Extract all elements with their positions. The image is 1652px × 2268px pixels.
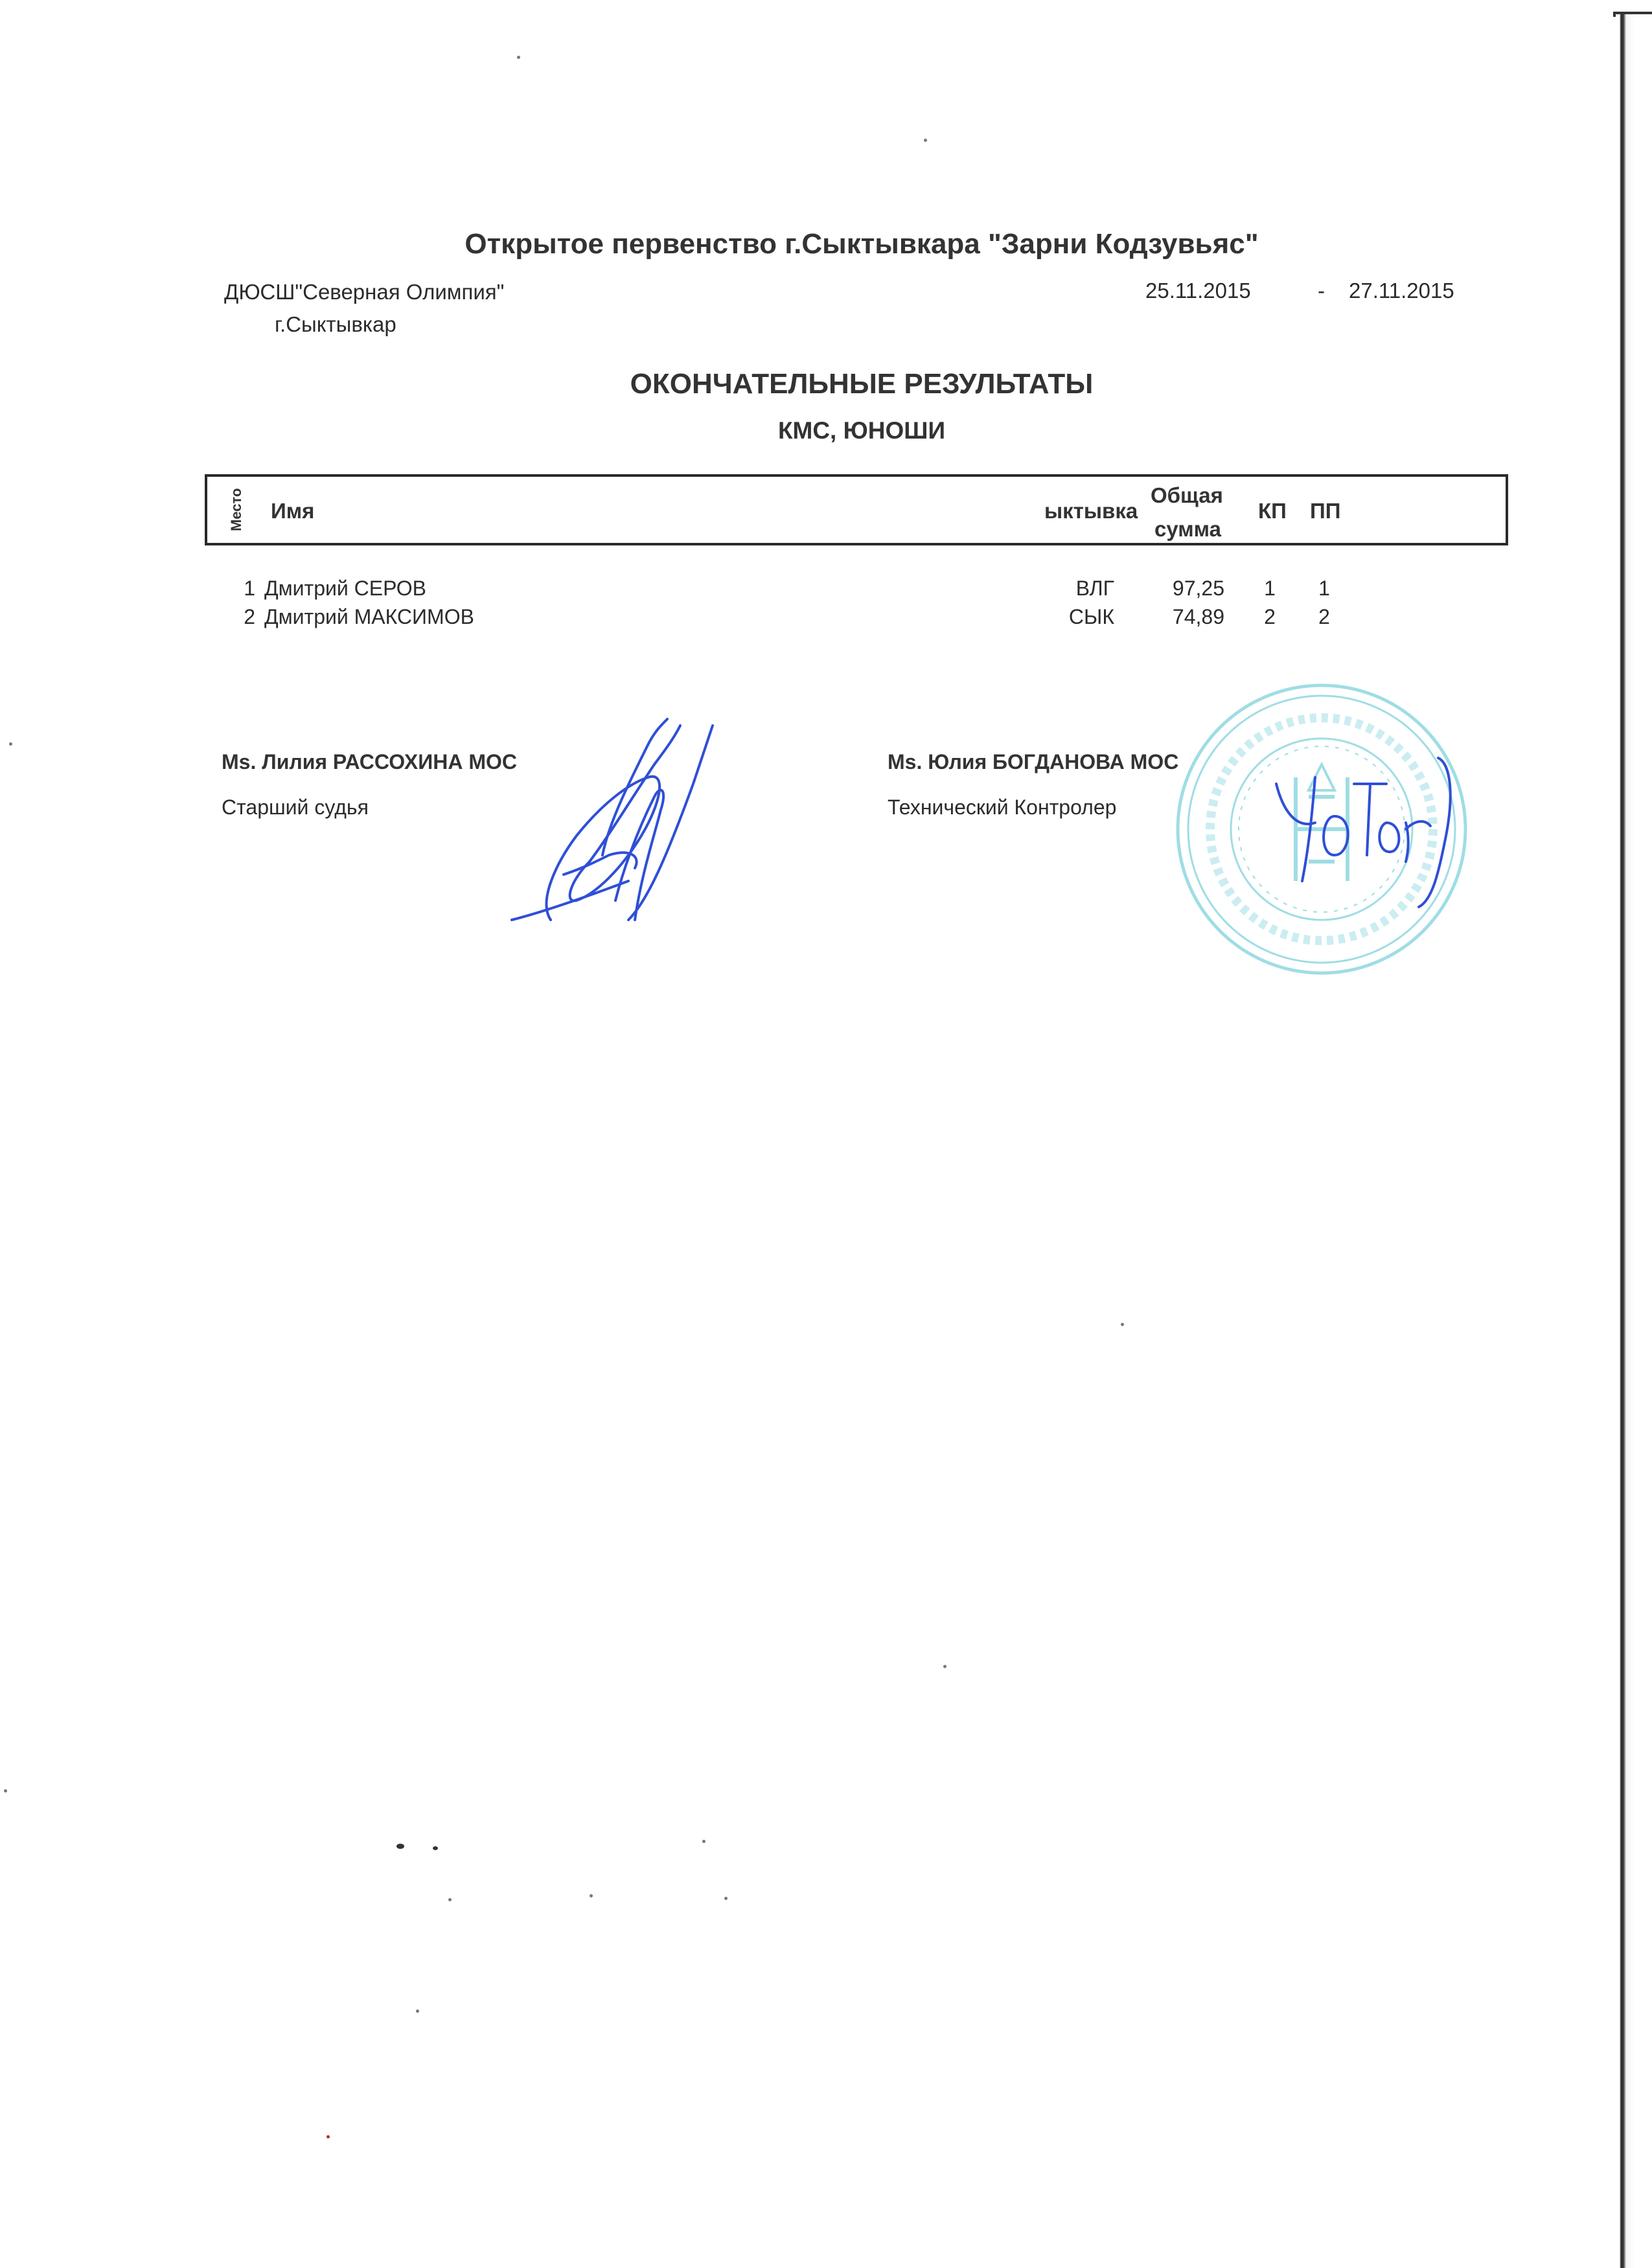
row-place: 2: [244, 605, 255, 628]
results-heading: ОКОНЧАТЕЛЬНЫЕ РЕЗУЛЬТАТЫ: [630, 368, 1094, 400]
header-pp: ПП: [1310, 499, 1341, 523]
technical-controller-name: Ms. Юлия БОГДАНОВА МОС: [888, 750, 1179, 773]
scan-speck: [4, 1789, 7, 1793]
page-title: Открытое первенство г.Сыктывкара "Зарни Кодзувьяс": [465, 228, 1259, 260]
row-kp: 2: [1264, 605, 1276, 628]
scan-speck: [924, 139, 927, 142]
scan-speck: [943, 1665, 946, 1668]
scan-speck: [702, 1840, 706, 1843]
table-header: [205, 474, 1508, 545]
table-row: [0, 605, 1652, 634]
date-start: 25.11.2015: [1145, 279, 1251, 303]
row-athlete-name: Дмитрий СЕРОВ: [264, 577, 426, 600]
scan-speck: [416, 2010, 419, 2013]
scan-speck: [724, 1897, 728, 1900]
header-city: ыктывка: [1044, 499, 1138, 523]
header-kp: КП: [1258, 499, 1287, 523]
date-end: 27.11.2015: [1349, 279, 1454, 303]
category-heading: КМС, ЮНОШИ: [777, 417, 946, 444]
header-total-line2: сумма: [1154, 517, 1222, 541]
row-pp: 1: [1318, 577, 1330, 600]
row-city: СЫК: [1068, 605, 1114, 628]
organizer-name: ДЮСШ"Северная Олимпия": [224, 280, 505, 304]
chief-judge-name: Ms. Лилия РАССОХИНА МОС: [222, 750, 517, 773]
row-athlete-name: Дмитрий МАКСИМОВ: [264, 605, 474, 628]
row-place: 1: [244, 577, 255, 600]
scan-speck: [396, 1844, 404, 1849]
row-city: ВЛГ: [1075, 577, 1114, 600]
row-kp: 1: [1264, 577, 1276, 600]
scan-edge-right: [1616, 14, 1652, 2268]
technical-controller-role: Технический Контролер: [888, 796, 1117, 819]
row-pp: 2: [1318, 605, 1330, 628]
table-row: [0, 577, 1652, 605]
chief-judge-role: Старший судья: [222, 796, 369, 819]
scan-speck: [433, 1846, 438, 1850]
header-name: Имя: [271, 499, 315, 523]
row-total: 74,89: [1172, 605, 1224, 628]
date-separator: -: [1318, 279, 1325, 303]
row-total: 97,25: [1172, 577, 1224, 600]
scan-speck: [9, 742, 12, 746]
scan-speck: [590, 1894, 593, 1897]
header-place: Место: [228, 488, 244, 531]
scan-speck: [448, 1898, 452, 1901]
chief-judge-signature: [499, 706, 732, 939]
organizer-city: г.Сыктывкар: [275, 312, 396, 336]
scan-speck: [517, 56, 520, 59]
technical-controller-signature: [1257, 745, 1464, 913]
header-total-line1: Общая: [1151, 483, 1223, 507]
scan-speck: [327, 2135, 330, 2138]
scan-speck: [1121, 1323, 1124, 1326]
